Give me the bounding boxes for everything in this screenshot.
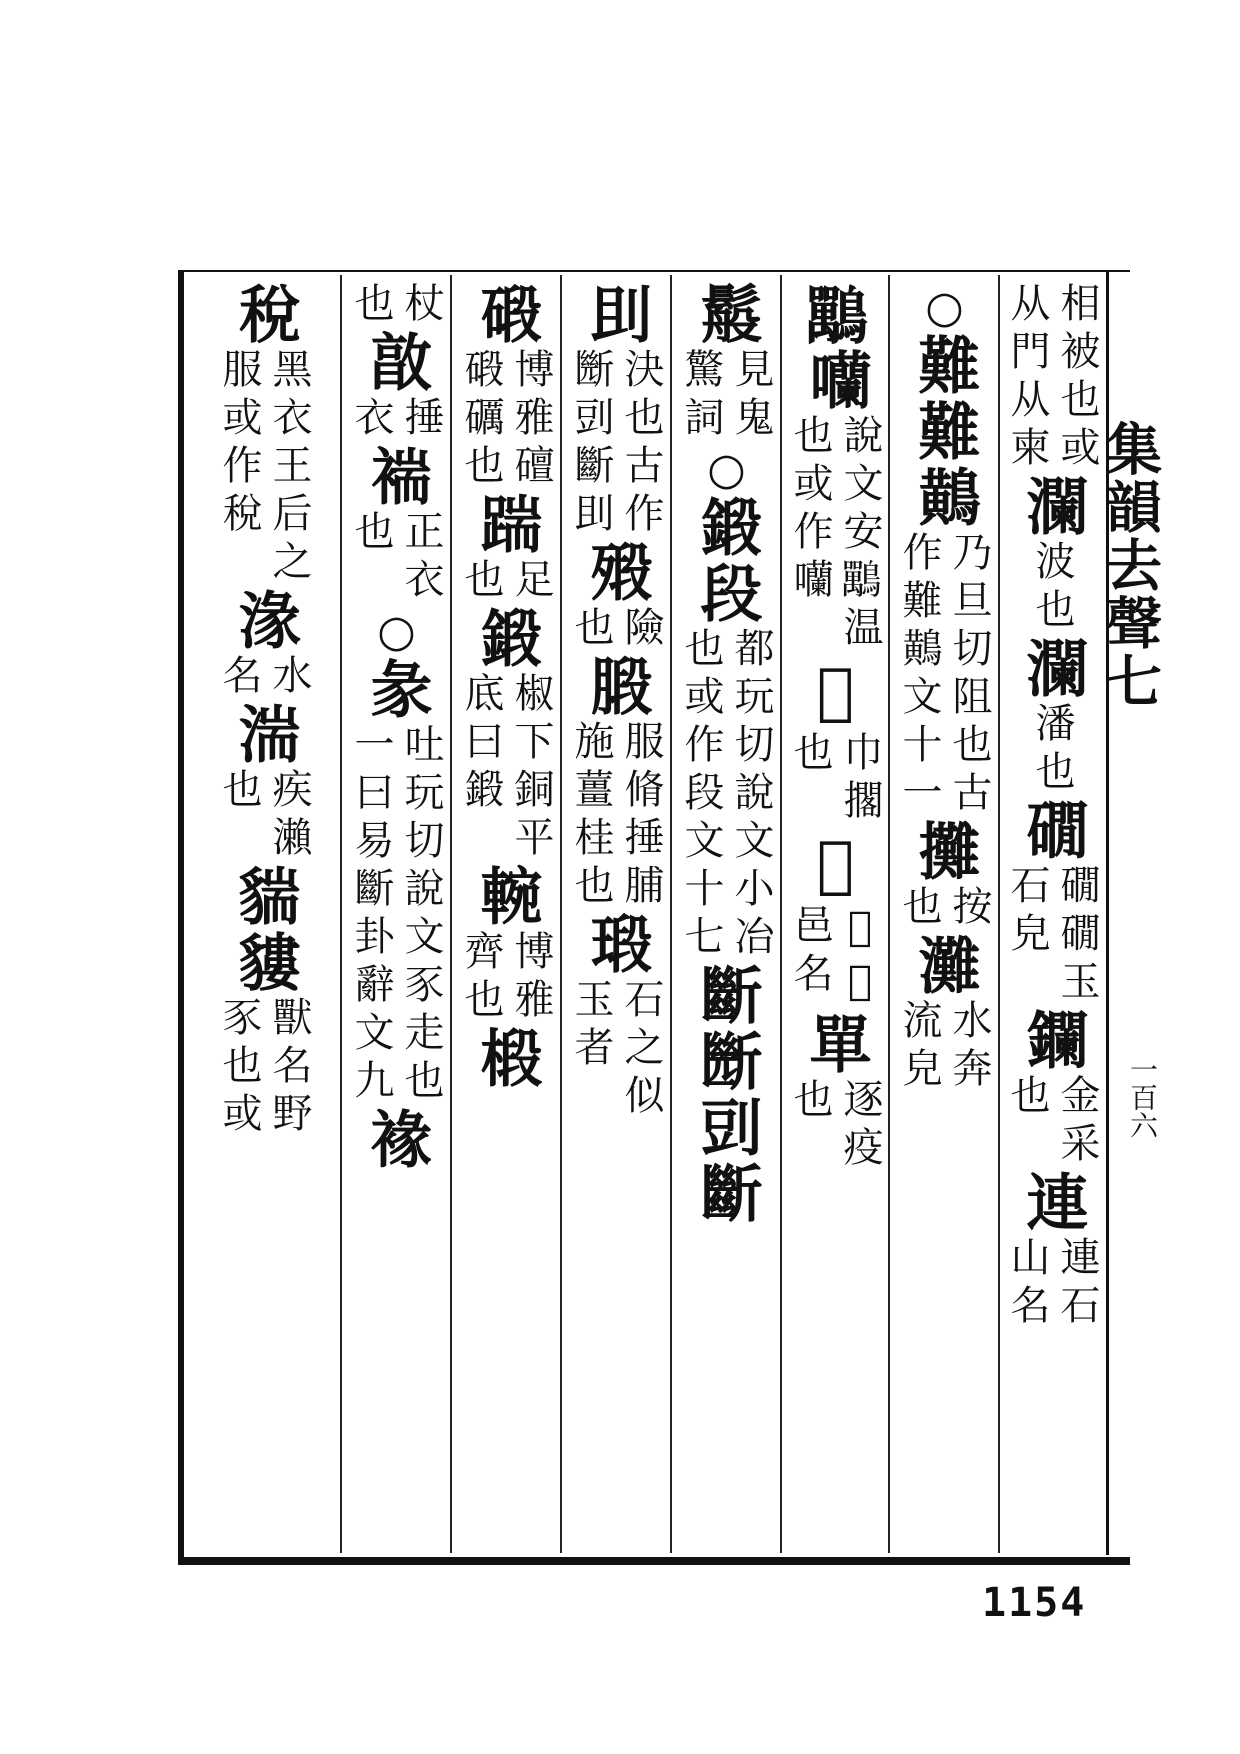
gloss-line: 也 (216, 768, 262, 816)
headword: 連 (1016, 1170, 1089, 1236)
dictionary-entry (217, 282, 311, 588)
headword: 段 (690, 561, 763, 627)
gloss-line: 衣 (348, 396, 394, 444)
gloss (679, 348, 773, 444)
gloss (569, 978, 663, 1122)
headword: 鷬 (908, 465, 981, 531)
gloss (569, 720, 663, 912)
dictionary-entry (1016, 636, 1089, 798)
gloss-line: 足 (508, 558, 554, 606)
gloss-line: 也 (348, 282, 394, 330)
headword: 灘 (908, 933, 981, 999)
gloss-line: 石之似 (618, 978, 664, 1122)
headword: 褖 (360, 1107, 433, 1173)
dictionary-entry (690, 495, 763, 561)
headword: 湍 (228, 702, 301, 768)
dictionary-entry (349, 444, 443, 606)
gloss-line: 流皃 (896, 999, 942, 1095)
gloss-line: 也 (458, 558, 504, 606)
gloss-line: 捶 (398, 396, 444, 444)
gloss-line: 吐玩切說文豕走也 (398, 723, 444, 1107)
headword: 湪 (228, 588, 301, 654)
headword: 瑖 (580, 912, 653, 978)
dictionary-entry (217, 588, 311, 702)
headword: 𪈀 (799, 282, 872, 348)
dictionary-entry (569, 912, 663, 1122)
gloss-line: 㫁剅斷刞 (568, 348, 614, 540)
gloss (1005, 864, 1099, 1008)
headword: 㪟 (360, 330, 433, 396)
gloss-line: 邑名 (787, 904, 833, 1000)
gloss-line: 椒下銅平 (508, 672, 554, 864)
headword: 㫁 (690, 1029, 763, 1095)
gloss (788, 1078, 882, 1174)
headword: 腶 (580, 654, 653, 720)
dictionary-entry (690, 1161, 763, 1227)
headword: 碫 (470, 282, 543, 348)
headword: 椴 (470, 1026, 543, 1092)
gloss-line: 也 (1004, 1074, 1050, 1122)
dictionary-entry (897, 819, 991, 933)
dictionary-entry (799, 282, 872, 348)
gloss (217, 348, 311, 588)
gloss (349, 396, 443, 444)
gloss-line: 礀礀玉 (1054, 864, 1100, 1008)
text-column (672, 282, 780, 1552)
gloss-line: 連石 (1054, 1236, 1100, 1332)
headword: 彖 (360, 657, 433, 723)
gloss-line: 从門从柬 (1004, 282, 1050, 474)
dictionary-entry (459, 492, 553, 606)
gloss-line: 乃旦切阻也古 (946, 531, 992, 819)
headword: 攤 (908, 819, 981, 885)
dictionary-entry (679, 282, 773, 444)
headword: 鑭 (1016, 1008, 1089, 1074)
gloss (897, 531, 991, 819)
headword: 䡝 (470, 864, 543, 930)
gloss-line: 巾擱 (837, 731, 883, 827)
dictionary-entry (459, 282, 553, 492)
dictionary-entry (701, 444, 752, 495)
gloss-line: 服脩捶脯 (618, 720, 664, 912)
gloss-line: 逐疫 (837, 1078, 883, 1174)
gloss-line: 驚詞 (678, 348, 724, 444)
dictionary-entry (459, 606, 553, 864)
gloss-line: 也 (348, 510, 394, 558)
dictionary-entry (569, 282, 663, 540)
gloss (569, 348, 663, 540)
headword: 㱭 (580, 540, 653, 606)
headword: 瀾 (1016, 636, 1089, 702)
gloss-line: 獸名野 (266, 996, 312, 1140)
dictionary-entry (569, 540, 663, 654)
dictionary-entry (470, 1026, 543, 1092)
gloss (788, 414, 882, 654)
gloss-line: 博雅 (508, 930, 554, 1026)
gloss-line: 博雅䃪 (508, 348, 554, 492)
text-column (1000, 282, 1104, 1552)
dictionary-entry (1005, 1008, 1099, 1170)
gloss-line: 施薑桂也 (568, 720, 614, 912)
gloss-line: 按 (946, 885, 992, 933)
gloss (349, 282, 443, 330)
headword: 褍 (360, 444, 433, 510)
headword: 瀾 (1016, 474, 1089, 540)
gloss (1005, 1236, 1099, 1332)
rhyme-group-mark: ○ (919, 282, 970, 333)
headword: 難 (908, 333, 981, 399)
headword: 剅 (690, 1095, 763, 1161)
gloss-line: 一曰易斷卦辭文九 (348, 723, 394, 1107)
dictionary-entry (788, 654, 882, 827)
gloss-line: 黑衣王后之 (266, 348, 312, 588)
text-column (188, 282, 340, 1552)
gloss-line: 玉者 (568, 978, 614, 1074)
gloss (459, 348, 553, 492)
gloss-line: 潘也 (1029, 702, 1075, 798)
gloss (1030, 540, 1074, 636)
dictionary-entry (349, 282, 443, 330)
dictionary-entry (349, 657, 443, 1107)
gloss (459, 930, 553, 1026)
text-column (890, 282, 998, 1552)
gloss (349, 510, 443, 606)
gloss (459, 558, 553, 606)
gloss-line: 𡀪狐 (837, 904, 883, 1012)
headword: 囒 (799, 348, 872, 414)
dictionary-entry (690, 1029, 763, 1095)
text-column (452, 282, 560, 1552)
gloss (1030, 702, 1074, 798)
dictionary-entry (1005, 282, 1099, 474)
text-column (342, 282, 450, 1552)
gloss-line: 都玩切說文小冶 (728, 627, 774, 963)
dictionary-entry (360, 1107, 433, 1173)
gloss (217, 996, 311, 1140)
dictionary-entry (1005, 1170, 1099, 1332)
gloss-line: 也 (896, 885, 942, 933)
dictionary-entry (217, 702, 311, 864)
text-column (562, 282, 670, 1552)
dictionary-entry (919, 282, 970, 333)
gloss-line: 作難鷬文十一 (896, 531, 942, 819)
headword: 䰉 (690, 282, 763, 348)
gloss (1005, 1074, 1099, 1170)
page-number: 1154 (982, 1580, 1087, 1626)
headword: 貗 (228, 930, 301, 996)
dictionary-entry (897, 465, 991, 819)
dictionary-entry (788, 827, 882, 1012)
headword: 𢢷 (799, 654, 872, 731)
dictionary-entry (908, 333, 981, 399)
gloss-line: 山名 (1004, 1236, 1050, 1332)
gloss (217, 768, 311, 864)
running-head: 集韻去聲七 (1097, 420, 1163, 710)
dictionary-entry (897, 933, 991, 1095)
gloss (569, 606, 663, 654)
gloss (897, 885, 991, 933)
headword: 單 (799, 1012, 872, 1078)
gloss-line: 名 (216, 654, 262, 702)
gloss-line: 碫礪也 (458, 348, 504, 492)
rhyme-group-mark: ○ (371, 606, 422, 657)
gloss-line: 杖 (398, 282, 444, 330)
headword: 刞 (580, 282, 653, 348)
gloss-line: 豕也或 (216, 996, 262, 1140)
gloss-line: 也或作段文十七 (678, 627, 724, 963)
gloss-line: 險 (618, 606, 664, 654)
dictionary-entry (788, 1012, 882, 1174)
headword: 難 (908, 399, 981, 465)
dictionary-entry (1016, 474, 1089, 636)
headword: 斷 (690, 963, 763, 1029)
gloss-line: 決也古作 (618, 348, 664, 540)
text-column (782, 282, 888, 1552)
gloss-line: 底曰鍛 (458, 672, 504, 816)
dictionary-entry (679, 561, 773, 963)
dictionary-entry (788, 348, 882, 654)
gloss (349, 723, 443, 1107)
gloss (788, 904, 882, 1012)
gloss-line: 齊也 (458, 930, 504, 1026)
gloss-line: 石皃 (1004, 864, 1050, 960)
gloss-line: 相被也或 (1054, 282, 1100, 474)
headword: 斷 (690, 1161, 763, 1227)
dictionary-entry (217, 930, 311, 1140)
gloss-line: 金采 (1054, 1074, 1100, 1170)
gloss (1005, 282, 1099, 474)
gloss (679, 627, 773, 963)
gloss-line: 波也 (1029, 540, 1075, 636)
gloss-line: 也 (568, 606, 614, 654)
headword: 𡀪 (799, 827, 872, 904)
gloss (897, 999, 991, 1095)
gloss-line: 也 (787, 1078, 833, 1126)
dictionary-entry (569, 654, 663, 912)
gloss (788, 731, 882, 827)
gloss-line: 也 (787, 731, 833, 779)
leaf-mark: 一百六 (1126, 1055, 1159, 1139)
gloss (459, 672, 553, 864)
gloss-line: 也或作囒 (787, 414, 833, 606)
gloss-line: 見鬼 (728, 348, 774, 444)
gloss-line: 疾瀨 (266, 768, 312, 864)
headword: 稅 (228, 282, 301, 348)
gloss-line: 水 (266, 654, 312, 702)
headword: 礀 (1016, 798, 1089, 864)
dictionary-entry (690, 1095, 763, 1161)
gloss-line: 說文安𪈀温 (837, 414, 883, 654)
dictionary-entry (228, 864, 301, 930)
gloss-line: 水奔 (946, 999, 992, 1095)
headword: 踹 (470, 492, 543, 558)
gloss-line: 正衣 (398, 510, 444, 606)
headword: 鍛 (470, 606, 543, 672)
gloss (217, 654, 311, 702)
dictionary-entry (908, 399, 981, 465)
dictionary-entry (1005, 798, 1099, 1008)
dictionary-entry (349, 330, 443, 444)
rhyme-group-mark: ○ (701, 444, 752, 495)
headword: 貒 (228, 864, 301, 930)
headword: 鍛 (690, 495, 763, 561)
dictionary-entry (690, 963, 763, 1029)
dictionary-entry (459, 864, 553, 1026)
gloss-line: 服或作稅 (216, 348, 262, 540)
dictionary-entry (371, 606, 422, 657)
